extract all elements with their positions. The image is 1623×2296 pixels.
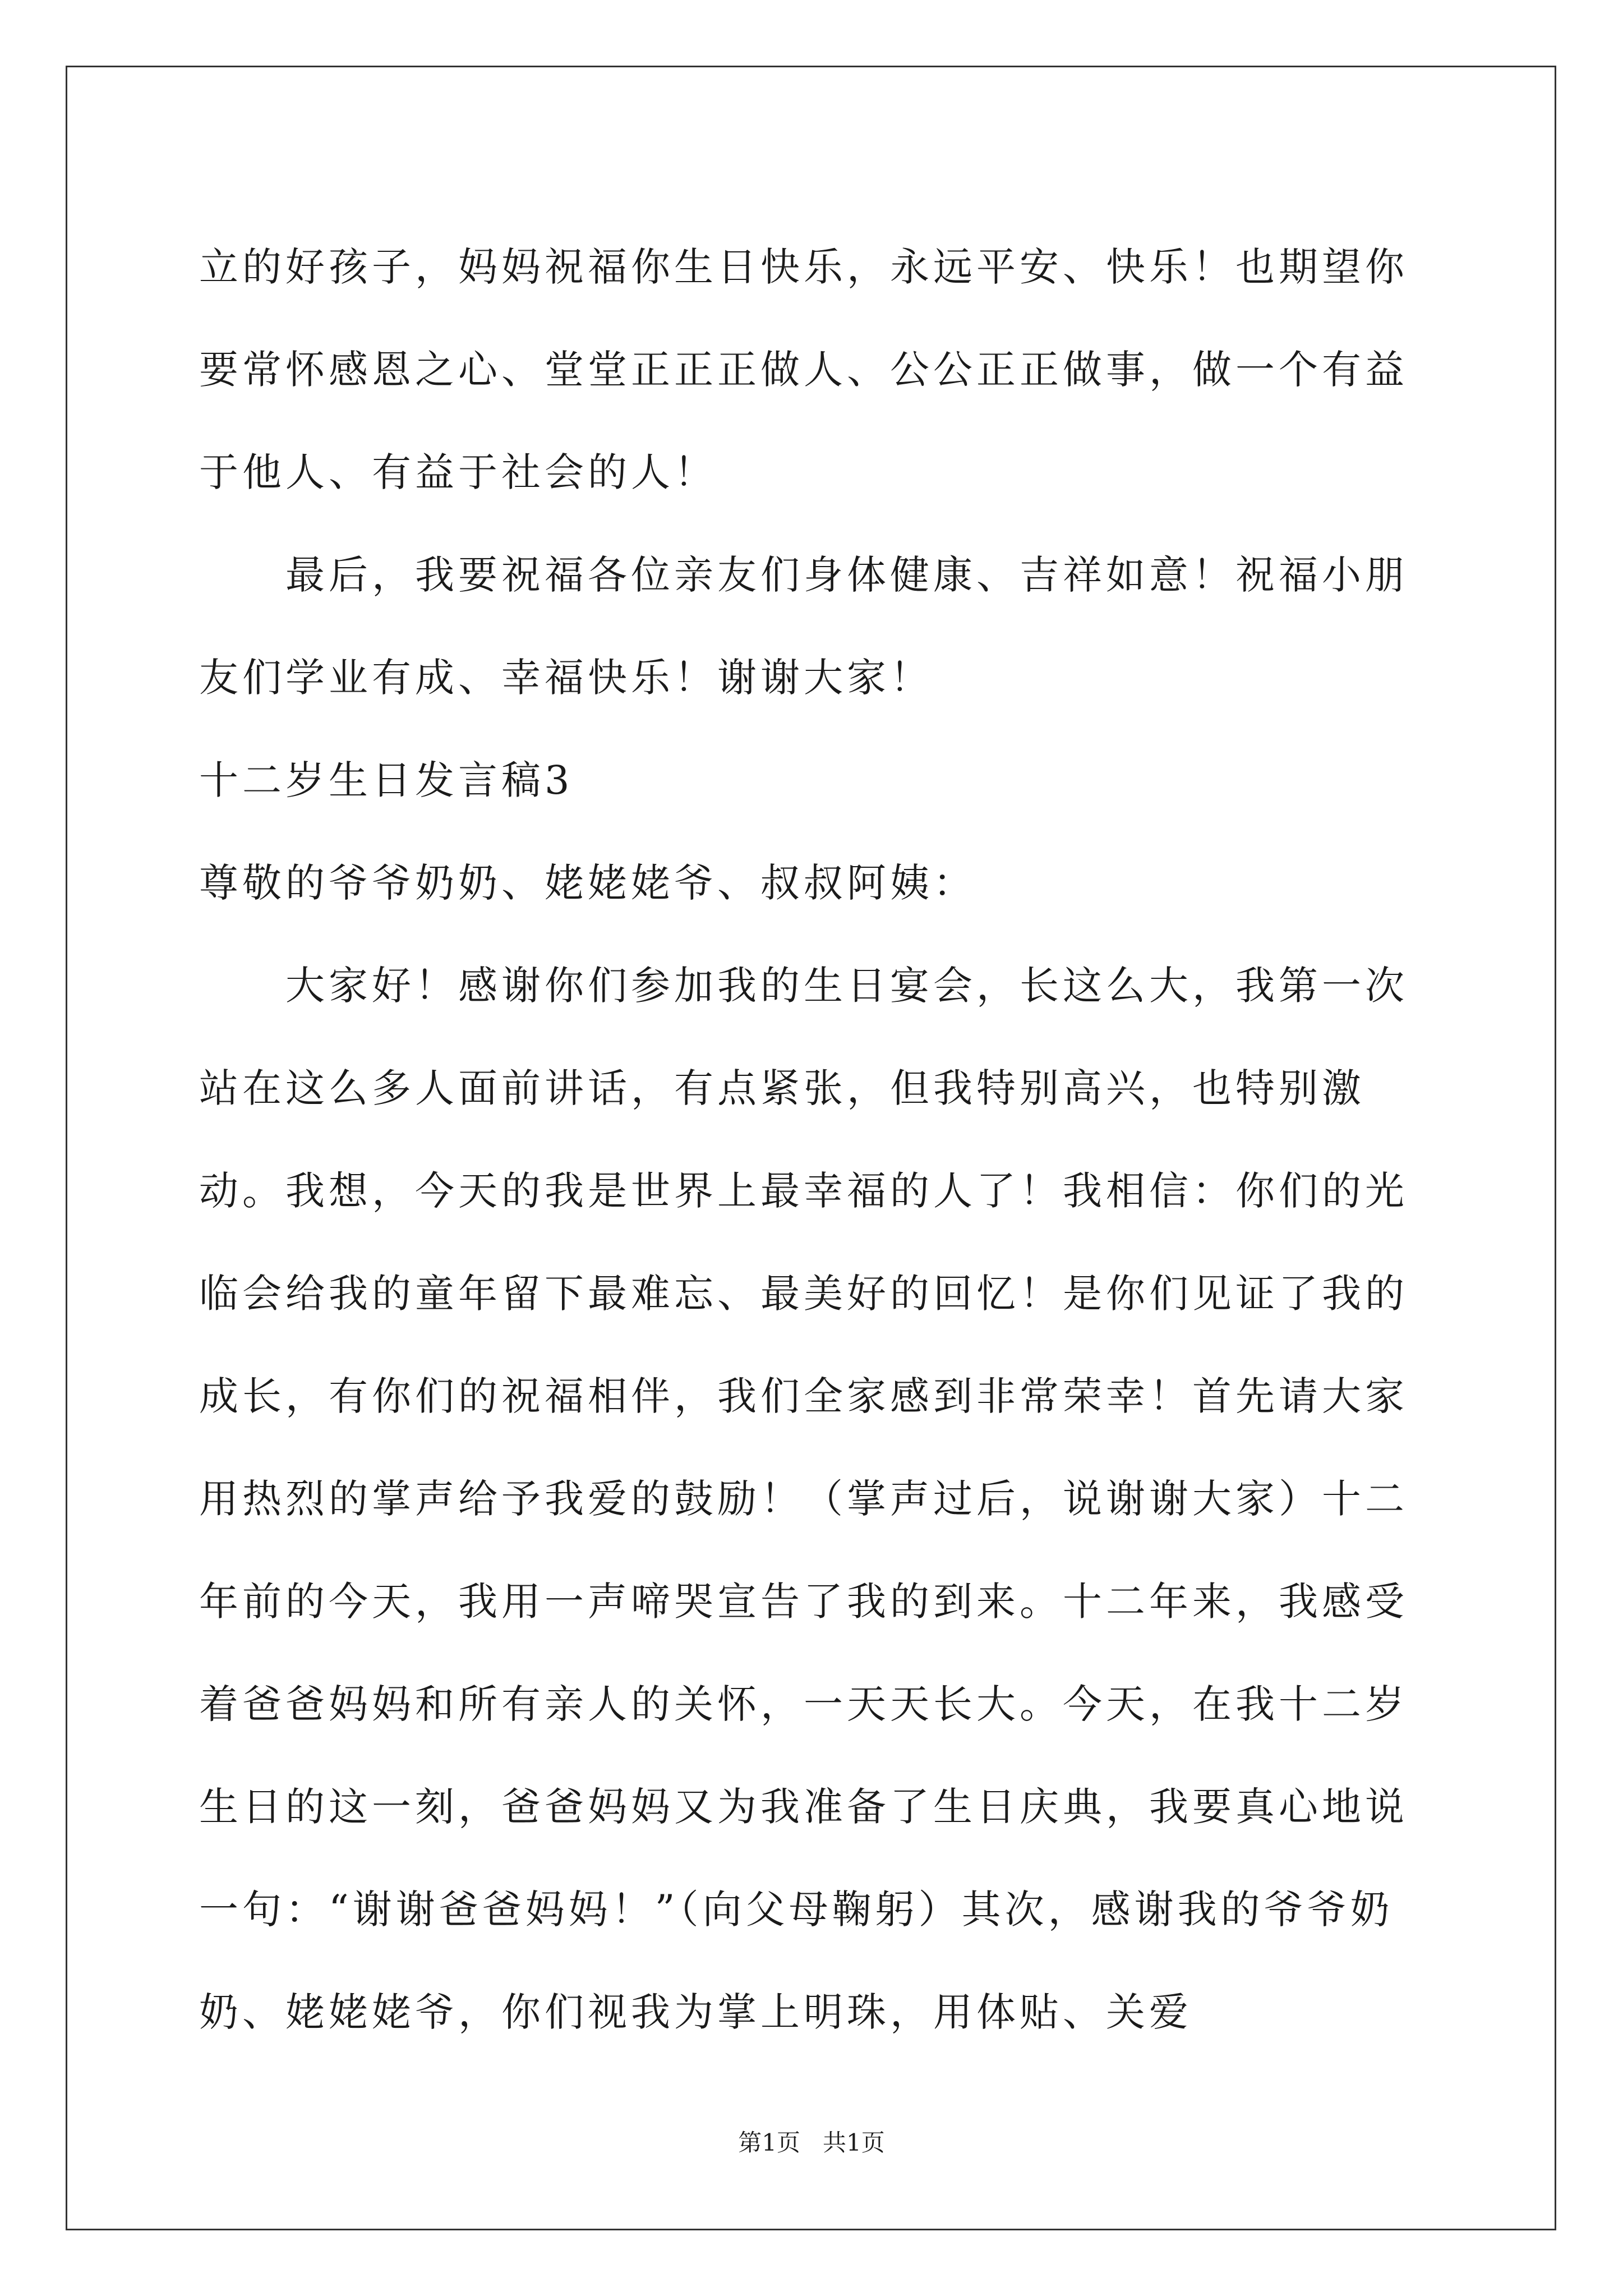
paragraph-continuation: 立的好孩子，妈妈祝福你生日快乐，永远平安、快乐！也期望你要常怀感恩之心、堂堂正正正做人、公公正正做事，做一个有益于他人、有益于社会的人！	[199, 244, 1408, 495]
document-body	[199, 216, 1441, 2064]
page-footer	[0, 2124, 1623, 2158]
page-total: 共1页	[823, 2129, 885, 2156]
section-heading: 十二岁生日发言稿3	[199, 757, 574, 803]
salutation: 尊敬的爷爷奶奶、姥姥姥爷、叔叔阿姨：	[199, 860, 976, 906]
paragraph-closing: 最后，我要祝福各位亲友们身体健康、吉祥如意！祝福小朋友们学业有成、幸福快乐！谢谢大家！	[199, 552, 1408, 701]
paragraph-speech: 大家好！感谢你们参加我的生日宴会，长这么大，我第一次站在这么多人面前讲话，有点紧张，但我特别高兴，也特别激动。我想，今天的我是世界上最幸福的人了！我相信：你们的光临会给我的童年留下最难忘、最美好的回忆！是你们见证了我的成长，有你们的祝福相伴，我们全家感到非常荣幸！首先请大家用热烈的掌声给予我爱的鼓励！（掌声过后，说谢谢大家）十二年前的今天，我用一声啼哭宣告了我的到来。十二年来，我感受着爸爸妈妈和所有亲人的关怀，一天天长大。今天，在我十二岁生日的这一刻，爸爸妈妈又为我准备了生日庆典，我要真心地说一句：“谢谢爸爸妈妈！”（向父母鞠躬）其次，感谢我的爷爷奶奶、姥姥姥爷，你们视我为掌上明珠，用体贴、关爱	[199, 963, 1408, 2035]
page-number: 第1页	[738, 2129, 800, 2156]
